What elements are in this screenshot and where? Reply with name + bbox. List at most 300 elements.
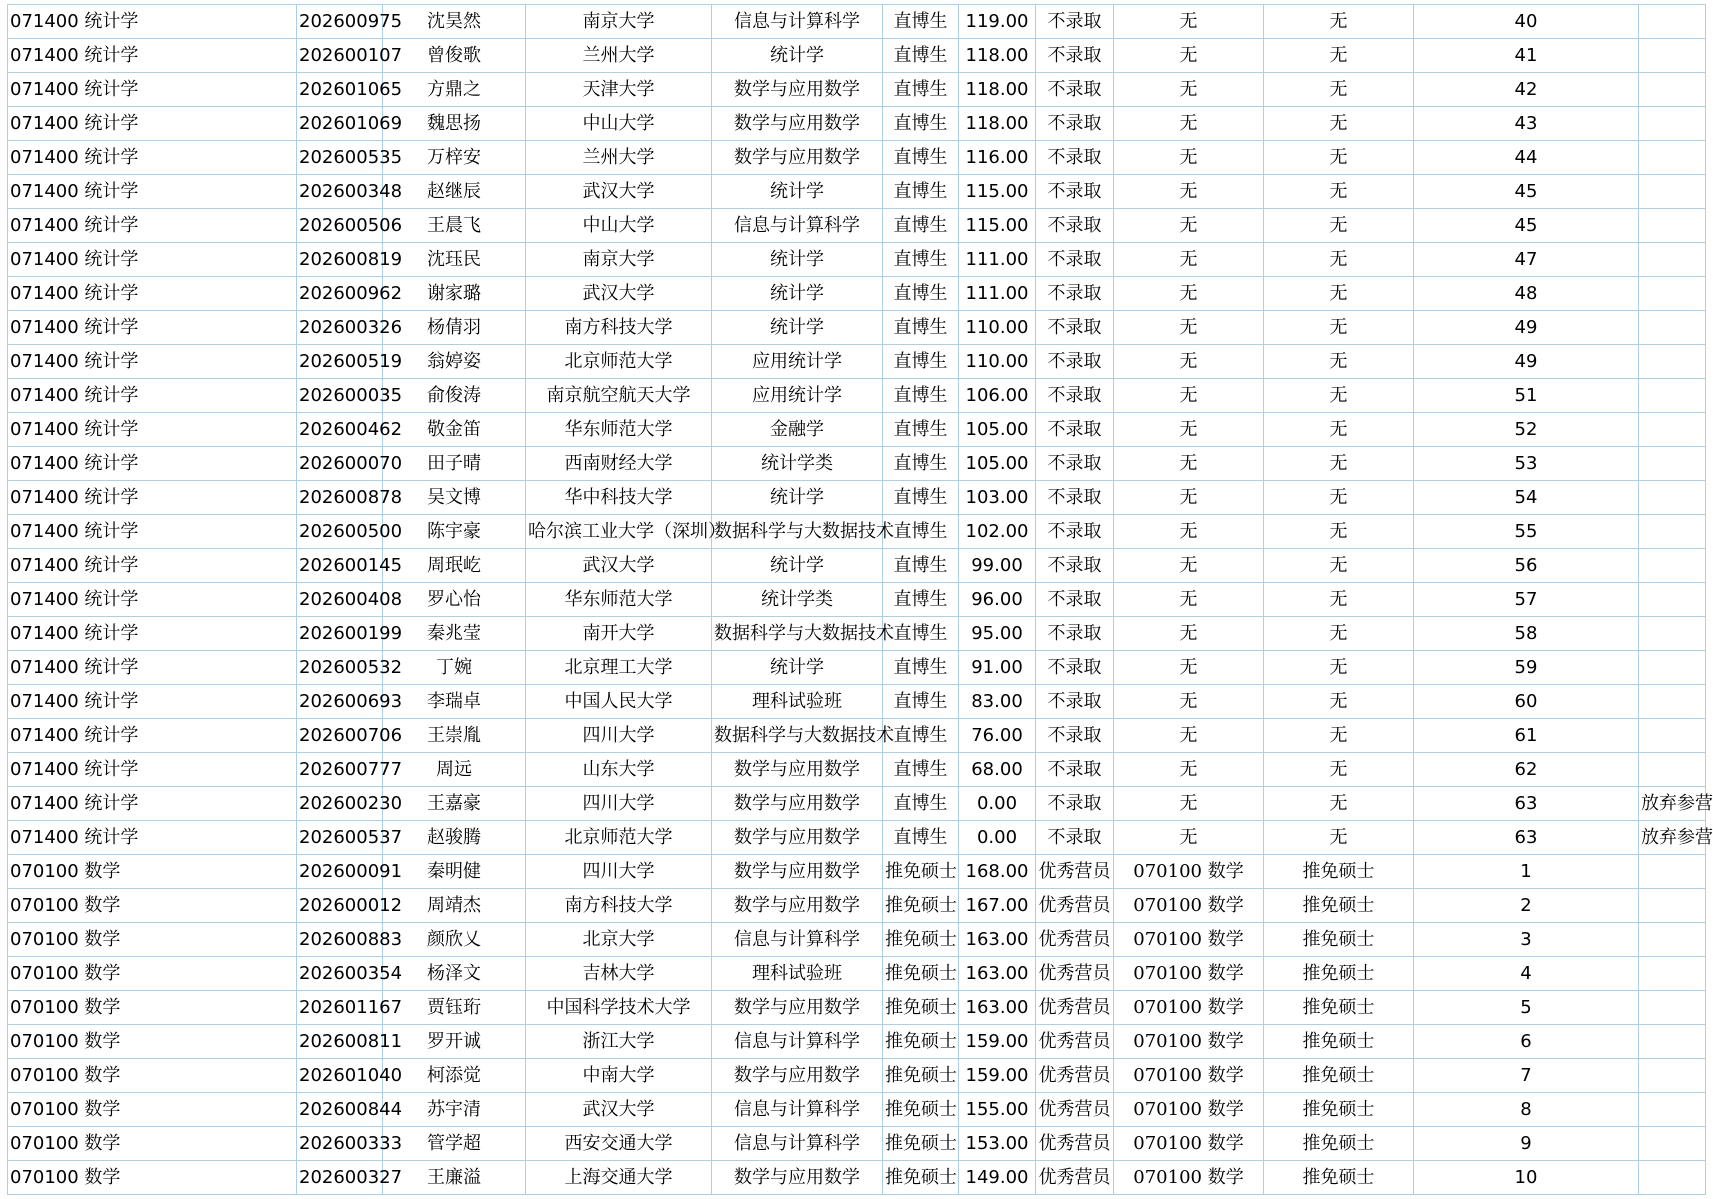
rank-cell[interactable]: 62: [1414, 753, 1639, 787]
admit-program-cell[interactable]: 070100 数学: [1114, 1093, 1264, 1127]
name-cell[interactable]: 李瑞卓: [383, 685, 526, 719]
program-cell[interactable]: 070100 数学: [8, 1127, 297, 1161]
applicant-id-cell[interactable]: 202600811: [297, 1025, 383, 1059]
admit-program-cell[interactable]: 无: [1114, 277, 1264, 311]
admit-type-cell[interactable]: 推免硕士: [1264, 1025, 1414, 1059]
admit-program-cell[interactable]: 070100 数学: [1114, 957, 1264, 991]
score-cell[interactable]: 159.00: [959, 1025, 1036, 1059]
admit-type-cell[interactable]: 无: [1264, 413, 1414, 447]
rank-cell[interactable]: 41: [1414, 39, 1639, 73]
admit-program-cell[interactable]: 无: [1114, 311, 1264, 345]
admit-type-cell[interactable]: 无: [1264, 379, 1414, 413]
admit-program-cell[interactable]: 无: [1114, 345, 1264, 379]
result-cell[interactable]: 不录取: [1036, 311, 1114, 345]
remark-cell[interactable]: [1639, 141, 1706, 175]
applicant-id-cell[interactable]: 202600500: [297, 515, 383, 549]
remark-cell[interactable]: [1639, 243, 1706, 277]
admit-program-cell[interactable]: 070100 数学: [1114, 1161, 1264, 1195]
score-cell[interactable]: 105.00: [959, 413, 1036, 447]
name-cell[interactable]: 秦兆莹: [383, 617, 526, 651]
name-cell[interactable]: 周远: [383, 753, 526, 787]
score-cell[interactable]: 99.00: [959, 549, 1036, 583]
admit-program-cell[interactable]: 070100 数学: [1114, 1059, 1264, 1093]
major-cell[interactable]: 数学与应用数学: [712, 73, 883, 107]
rank-cell[interactable]: 10: [1414, 1161, 1639, 1195]
university-cell[interactable]: 南京大学: [526, 243, 712, 277]
name-cell[interactable]: 俞俊涛: [383, 379, 526, 413]
university-cell[interactable]: 中山大学: [526, 107, 712, 141]
major-cell[interactable]: 统计学: [712, 481, 883, 515]
remark-cell[interactable]: [1639, 345, 1706, 379]
applicant-id-cell[interactable]: 202600532: [297, 651, 383, 685]
result-cell[interactable]: 不录取: [1036, 685, 1114, 719]
admit-program-cell[interactable]: 无: [1114, 5, 1264, 39]
university-cell[interactable]: 西安交通大学: [526, 1127, 712, 1161]
result-cell[interactable]: 不录取: [1036, 821, 1114, 855]
admit-type-cell[interactable]: 推免硕士: [1264, 1161, 1414, 1195]
remark-cell[interactable]: [1639, 719, 1706, 753]
program-cell[interactable]: 071400 统计学: [8, 719, 297, 753]
apply-type-cell[interactable]: 直博生: [883, 209, 959, 243]
admit-program-cell[interactable]: 无: [1114, 175, 1264, 209]
rank-cell[interactable]: 5: [1414, 991, 1639, 1025]
apply-type-cell[interactable]: 推免硕士: [883, 1059, 959, 1093]
result-cell[interactable]: 优秀营员: [1036, 1127, 1114, 1161]
apply-type-cell[interactable]: 推免硕士: [883, 889, 959, 923]
apply-type-cell[interactable]: 推免硕士: [883, 991, 959, 1025]
admit-program-cell[interactable]: 无: [1114, 515, 1264, 549]
score-cell[interactable]: 163.00: [959, 991, 1036, 1025]
name-cell[interactable]: 谢家璐: [383, 277, 526, 311]
name-cell[interactable]: 方鼎之: [383, 73, 526, 107]
score-cell[interactable]: 118.00: [959, 39, 1036, 73]
major-cell[interactable]: 信息与计算科学: [712, 923, 883, 957]
score-cell[interactable]: 105.00: [959, 447, 1036, 481]
remark-cell[interactable]: [1639, 1059, 1706, 1093]
program-cell[interactable]: 071400 统计学: [8, 753, 297, 787]
name-cell[interactable]: 杨泽文: [383, 957, 526, 991]
apply-type-cell[interactable]: 直博生: [883, 447, 959, 481]
admit-program-cell[interactable]: 无: [1114, 413, 1264, 447]
major-cell[interactable]: 数学与应用数学: [712, 991, 883, 1025]
program-cell[interactable]: 071400 统计学: [8, 651, 297, 685]
score-cell[interactable]: 116.00: [959, 141, 1036, 175]
university-cell[interactable]: 中山大学: [526, 209, 712, 243]
admit-program-cell[interactable]: 无: [1114, 617, 1264, 651]
result-cell[interactable]: 不录取: [1036, 549, 1114, 583]
university-cell[interactable]: 中国科学技术大学: [526, 991, 712, 1025]
major-cell[interactable]: 信息与计算科学: [712, 1093, 883, 1127]
score-cell[interactable]: 91.00: [959, 651, 1036, 685]
name-cell[interactable]: 沈珏民: [383, 243, 526, 277]
apply-type-cell[interactable]: 直博生: [883, 719, 959, 753]
program-cell[interactable]: 070100 数学: [8, 1059, 297, 1093]
score-cell[interactable]: 96.00: [959, 583, 1036, 617]
major-cell[interactable]: 数学与应用数学: [712, 107, 883, 141]
result-cell[interactable]: 不录取: [1036, 413, 1114, 447]
result-cell[interactable]: 优秀营员: [1036, 1161, 1114, 1195]
remark-cell[interactable]: [1639, 379, 1706, 413]
admit-type-cell[interactable]: 推免硕士: [1264, 1093, 1414, 1127]
university-cell[interactable]: 兰州大学: [526, 39, 712, 73]
name-cell[interactable]: 颜欣乂: [383, 923, 526, 957]
name-cell[interactable]: 曾俊歌: [383, 39, 526, 73]
apply-type-cell[interactable]: 直博生: [883, 5, 959, 39]
apply-type-cell[interactable]: 直博生: [883, 39, 959, 73]
rank-cell[interactable]: 59: [1414, 651, 1639, 685]
admit-type-cell[interactable]: 无: [1264, 5, 1414, 39]
rank-cell[interactable]: 8: [1414, 1093, 1639, 1127]
apply-type-cell[interactable]: 推免硕士: [883, 957, 959, 991]
score-cell[interactable]: 167.00: [959, 889, 1036, 923]
admit-program-cell[interactable]: 无: [1114, 481, 1264, 515]
major-cell[interactable]: 应用统计学: [712, 379, 883, 413]
result-cell[interactable]: 不录取: [1036, 617, 1114, 651]
apply-type-cell[interactable]: 直博生: [883, 515, 959, 549]
university-cell[interactable]: 哈尔滨工业大学（深圳）: [526, 515, 712, 549]
name-cell[interactable]: 王崇胤: [383, 719, 526, 753]
score-cell[interactable]: 155.00: [959, 1093, 1036, 1127]
admit-program-cell[interactable]: 无: [1114, 73, 1264, 107]
result-cell[interactable]: 不录取: [1036, 5, 1114, 39]
applicant-id-cell[interactable]: 202600975: [297, 5, 383, 39]
applicant-id-cell[interactable]: 202600327: [297, 1161, 383, 1195]
remark-cell[interactable]: [1639, 753, 1706, 787]
name-cell[interactable]: 沈昊然: [383, 5, 526, 39]
applicant-id-cell[interactable]: 202600819: [297, 243, 383, 277]
apply-type-cell[interactable]: 直博生: [883, 141, 959, 175]
remark-cell[interactable]: [1639, 651, 1706, 685]
score-cell[interactable]: 111.00: [959, 277, 1036, 311]
admit-program-cell[interactable]: 070100 数学: [1114, 991, 1264, 1025]
rank-cell[interactable]: 42: [1414, 73, 1639, 107]
rank-cell[interactable]: 49: [1414, 345, 1639, 379]
apply-type-cell[interactable]: 推免硕士: [883, 1025, 959, 1059]
score-cell[interactable]: 68.00: [959, 753, 1036, 787]
apply-type-cell[interactable]: 推免硕士: [883, 1093, 959, 1127]
admit-type-cell[interactable]: 推免硕士: [1264, 889, 1414, 923]
result-cell[interactable]: 不录取: [1036, 447, 1114, 481]
result-cell[interactable]: 不录取: [1036, 753, 1114, 787]
admit-type-cell[interactable]: 无: [1264, 651, 1414, 685]
major-cell[interactable]: 信息与计算科学: [712, 1127, 883, 1161]
admit-program-cell[interactable]: 无: [1114, 379, 1264, 413]
applicant-id-cell[interactable]: 202600535: [297, 141, 383, 175]
applicant-id-cell[interactable]: 202600230: [297, 787, 383, 821]
university-cell[interactable]: 吉林大学: [526, 957, 712, 991]
program-cell[interactable]: 070100 数学: [8, 1161, 297, 1195]
major-cell[interactable]: 统计学: [712, 311, 883, 345]
admit-type-cell[interactable]: 无: [1264, 583, 1414, 617]
remark-cell[interactable]: [1639, 447, 1706, 481]
name-cell[interactable]: 柯添觉: [383, 1059, 526, 1093]
university-cell[interactable]: 山东大学: [526, 753, 712, 787]
remark-cell[interactable]: [1639, 5, 1706, 39]
major-cell[interactable]: 理科试验班: [712, 685, 883, 719]
result-cell[interactable]: 优秀营员: [1036, 1059, 1114, 1093]
score-cell[interactable]: 110.00: [959, 345, 1036, 379]
admit-program-cell[interactable]: 无: [1114, 447, 1264, 481]
apply-type-cell[interactable]: 直博生: [883, 821, 959, 855]
score-cell[interactable]: 115.00: [959, 175, 1036, 209]
score-cell[interactable]: 115.00: [959, 209, 1036, 243]
rank-cell[interactable]: 58: [1414, 617, 1639, 651]
remark-cell[interactable]: [1639, 617, 1706, 651]
admit-type-cell[interactable]: 推免硕士: [1264, 855, 1414, 889]
name-cell[interactable]: 罗心怡: [383, 583, 526, 617]
applicant-id-cell[interactable]: 202601040: [297, 1059, 383, 1093]
result-cell[interactable]: 优秀营员: [1036, 1025, 1114, 1059]
applicant-id-cell[interactable]: 202600091: [297, 855, 383, 889]
admit-program-cell[interactable]: 无: [1114, 753, 1264, 787]
program-cell[interactable]: 070100 数学: [8, 889, 297, 923]
university-cell[interactable]: 西南财经大学: [526, 447, 712, 481]
name-cell[interactable]: 秦明健: [383, 855, 526, 889]
apply-type-cell[interactable]: 直博生: [883, 481, 959, 515]
applicant-id-cell[interactable]: 202601065: [297, 73, 383, 107]
applicant-id-cell[interactable]: 202600883: [297, 923, 383, 957]
rank-cell[interactable]: 48: [1414, 277, 1639, 311]
applicant-id-cell[interactable]: 202600348: [297, 175, 383, 209]
rank-cell[interactable]: 43: [1414, 107, 1639, 141]
score-cell[interactable]: 119.00: [959, 5, 1036, 39]
rank-cell[interactable]: 1: [1414, 855, 1639, 889]
name-cell[interactable]: 管学超: [383, 1127, 526, 1161]
admit-type-cell[interactable]: 无: [1264, 107, 1414, 141]
rank-cell[interactable]: 54: [1414, 481, 1639, 515]
rank-cell[interactable]: 53: [1414, 447, 1639, 481]
name-cell[interactable]: 吴文博: [383, 481, 526, 515]
admit-type-cell[interactable]: 无: [1264, 481, 1414, 515]
result-cell[interactable]: 不录取: [1036, 719, 1114, 753]
university-cell[interactable]: 四川大学: [526, 855, 712, 889]
admit-program-cell[interactable]: 070100 数学: [1114, 855, 1264, 889]
apply-type-cell[interactable]: 直博生: [883, 617, 959, 651]
remark-cell[interactable]: [1639, 1093, 1706, 1127]
program-cell[interactable]: 070100 数学: [8, 1093, 297, 1127]
program-cell[interactable]: 071400 统计学: [8, 141, 297, 175]
major-cell[interactable]: 统计学: [712, 651, 883, 685]
applicant-id-cell[interactable]: 202600326: [297, 311, 383, 345]
major-cell[interactable]: 信息与计算科学: [712, 1025, 883, 1059]
major-cell[interactable]: 信息与计算科学: [712, 5, 883, 39]
university-cell[interactable]: 兰州大学: [526, 141, 712, 175]
apply-type-cell[interactable]: 直博生: [883, 311, 959, 345]
rank-cell[interactable]: 61: [1414, 719, 1639, 753]
apply-type-cell[interactable]: 直博生: [883, 243, 959, 277]
major-cell[interactable]: 数据科学与大数据技术: [712, 617, 883, 651]
admit-type-cell[interactable]: 无: [1264, 141, 1414, 175]
program-cell[interactable]: 071400 统计学: [8, 617, 297, 651]
program-cell[interactable]: 071400 统计学: [8, 549, 297, 583]
apply-type-cell[interactable]: 直博生: [883, 549, 959, 583]
admit-type-cell[interactable]: 无: [1264, 277, 1414, 311]
apply-type-cell[interactable]: 直博生: [883, 753, 959, 787]
university-cell[interactable]: 上海交通大学: [526, 1161, 712, 1195]
program-cell[interactable]: 071400 统计学: [8, 39, 297, 73]
applicant-id-cell[interactable]: 202600519: [297, 345, 383, 379]
admit-type-cell[interactable]: 无: [1264, 175, 1414, 209]
result-cell[interactable]: 不录取: [1036, 175, 1114, 209]
major-cell[interactable]: 理科试验班: [712, 957, 883, 991]
applicant-id-cell[interactable]: 202600070: [297, 447, 383, 481]
major-cell[interactable]: 金融学: [712, 413, 883, 447]
major-cell[interactable]: 数学与应用数学: [712, 141, 883, 175]
score-cell[interactable]: 102.00: [959, 515, 1036, 549]
program-cell[interactable]: 070100 数学: [8, 855, 297, 889]
rank-cell[interactable]: 52: [1414, 413, 1639, 447]
program-cell[interactable]: 071400 统计学: [8, 413, 297, 447]
admit-type-cell[interactable]: 无: [1264, 617, 1414, 651]
result-cell[interactable]: 不录取: [1036, 515, 1114, 549]
admit-program-cell[interactable]: 无: [1114, 243, 1264, 277]
apply-type-cell[interactable]: 推免硕士: [883, 855, 959, 889]
remark-cell[interactable]: [1639, 515, 1706, 549]
major-cell[interactable]: 数学与应用数学: [712, 855, 883, 889]
admit-program-cell[interactable]: 无: [1114, 209, 1264, 243]
score-cell[interactable]: 163.00: [959, 957, 1036, 991]
university-cell[interactable]: 南方科技大学: [526, 311, 712, 345]
major-cell[interactable]: 统计学: [712, 39, 883, 73]
result-cell[interactable]: 不录取: [1036, 141, 1114, 175]
score-cell[interactable]: 0.00: [959, 787, 1036, 821]
remark-cell[interactable]: [1639, 311, 1706, 345]
program-cell[interactable]: 071400 统计学: [8, 73, 297, 107]
apply-type-cell[interactable]: 直博生: [883, 277, 959, 311]
applicant-id-cell[interactable]: 202600777: [297, 753, 383, 787]
admit-type-cell[interactable]: 无: [1264, 447, 1414, 481]
admit-type-cell[interactable]: 无: [1264, 243, 1414, 277]
remark-cell[interactable]: [1639, 413, 1706, 447]
admit-type-cell[interactable]: 无: [1264, 209, 1414, 243]
name-cell[interactable]: 田子晴: [383, 447, 526, 481]
score-cell[interactable]: 168.00: [959, 855, 1036, 889]
university-cell[interactable]: 武汉大学: [526, 1093, 712, 1127]
university-cell[interactable]: 华东师范大学: [526, 583, 712, 617]
program-cell[interactable]: 070100 数学: [8, 1025, 297, 1059]
name-cell[interactable]: 周珉屹: [383, 549, 526, 583]
admit-program-cell[interactable]: 070100 数学: [1114, 1127, 1264, 1161]
rank-cell[interactable]: 49: [1414, 311, 1639, 345]
name-cell[interactable]: 万梓安: [383, 141, 526, 175]
score-cell[interactable]: 118.00: [959, 73, 1036, 107]
score-cell[interactable]: 110.00: [959, 311, 1036, 345]
major-cell[interactable]: 数学与应用数学: [712, 1161, 883, 1195]
score-cell[interactable]: 106.00: [959, 379, 1036, 413]
result-cell[interactable]: 优秀营员: [1036, 991, 1114, 1025]
apply-type-cell[interactable]: 直博生: [883, 379, 959, 413]
applicant-id-cell[interactable]: 202600035: [297, 379, 383, 413]
score-cell[interactable]: 159.00: [959, 1059, 1036, 1093]
name-cell[interactable]: 丁婉: [383, 651, 526, 685]
name-cell[interactable]: 王嘉豪: [383, 787, 526, 821]
name-cell[interactable]: 贾钰珩: [383, 991, 526, 1025]
university-cell[interactable]: 华中科技大学: [526, 481, 712, 515]
result-cell[interactable]: 优秀营员: [1036, 923, 1114, 957]
result-cell[interactable]: 优秀营员: [1036, 1093, 1114, 1127]
university-cell[interactable]: 浙江大学: [526, 1025, 712, 1059]
admit-type-cell[interactable]: 无: [1264, 719, 1414, 753]
program-cell[interactable]: 071400 统计学: [8, 345, 297, 379]
major-cell[interactable]: 数据科学与大数据技术: [712, 515, 883, 549]
result-cell[interactable]: 优秀营员: [1036, 855, 1114, 889]
applicant-id-cell[interactable]: 202600354: [297, 957, 383, 991]
university-cell[interactable]: 天津大学: [526, 73, 712, 107]
applicant-id-cell[interactable]: 202600199: [297, 617, 383, 651]
major-cell[interactable]: 数学与应用数学: [712, 787, 883, 821]
admit-type-cell[interactable]: 推免硕士: [1264, 957, 1414, 991]
admit-type-cell[interactable]: 无: [1264, 549, 1414, 583]
name-cell[interactable]: 敬金笛: [383, 413, 526, 447]
admit-type-cell[interactable]: 无: [1264, 787, 1414, 821]
rank-cell[interactable]: 6: [1414, 1025, 1639, 1059]
major-cell[interactable]: 数学与应用数学: [712, 753, 883, 787]
apply-type-cell[interactable]: 直博生: [883, 583, 959, 617]
result-cell[interactable]: 优秀营员: [1036, 889, 1114, 923]
program-cell[interactable]: 070100 数学: [8, 923, 297, 957]
result-cell[interactable]: 不录取: [1036, 583, 1114, 617]
apply-type-cell[interactable]: 直博生: [883, 787, 959, 821]
applicant-id-cell[interactable]: 202600537: [297, 821, 383, 855]
admit-type-cell[interactable]: 无: [1264, 73, 1414, 107]
apply-type-cell[interactable]: 推免硕士: [883, 923, 959, 957]
admit-program-cell[interactable]: 无: [1114, 107, 1264, 141]
rank-cell[interactable]: 44: [1414, 141, 1639, 175]
name-cell[interactable]: 王晨飞: [383, 209, 526, 243]
university-cell[interactable]: 南方科技大学: [526, 889, 712, 923]
university-cell[interactable]: 南京航空航天大学: [526, 379, 712, 413]
program-cell[interactable]: 071400 统计学: [8, 311, 297, 345]
name-cell[interactable]: 苏宇清: [383, 1093, 526, 1127]
admit-program-cell[interactable]: 无: [1114, 39, 1264, 73]
remark-cell[interactable]: [1639, 855, 1706, 889]
major-cell[interactable]: 数学与应用数学: [712, 1059, 883, 1093]
major-cell[interactable]: 统计学: [712, 175, 883, 209]
apply-type-cell[interactable]: 直博生: [883, 685, 959, 719]
admit-program-cell[interactable]: 无: [1114, 583, 1264, 617]
apply-type-cell[interactable]: 直博生: [883, 73, 959, 107]
applicant-id-cell[interactable]: 202600333: [297, 1127, 383, 1161]
remark-cell[interactable]: [1639, 209, 1706, 243]
result-cell[interactable]: 不录取: [1036, 39, 1114, 73]
rank-cell[interactable]: 2: [1414, 889, 1639, 923]
admit-program-cell[interactable]: 无: [1114, 651, 1264, 685]
admit-program-cell[interactable]: 070100 数学: [1114, 889, 1264, 923]
applicant-id-cell[interactable]: 202600962: [297, 277, 383, 311]
apply-type-cell[interactable]: 直博生: [883, 107, 959, 141]
applicant-id-cell[interactable]: 202600693: [297, 685, 383, 719]
applicant-id-cell[interactable]: 202600408: [297, 583, 383, 617]
remark-cell[interactable]: [1639, 73, 1706, 107]
remark-cell[interactable]: [1639, 107, 1706, 141]
applicant-id-cell[interactable]: 202600506: [297, 209, 383, 243]
remark-cell[interactable]: [1639, 991, 1706, 1025]
program-cell[interactable]: 071400 统计学: [8, 107, 297, 141]
score-cell[interactable]: 95.00: [959, 617, 1036, 651]
major-cell[interactable]: 数学与应用数学: [712, 821, 883, 855]
university-cell[interactable]: 四川大学: [526, 719, 712, 753]
program-cell[interactable]: 071400 统计学: [8, 379, 297, 413]
university-cell[interactable]: 四川大学: [526, 787, 712, 821]
rank-cell[interactable]: 56: [1414, 549, 1639, 583]
score-cell[interactable]: 118.00: [959, 107, 1036, 141]
result-cell[interactable]: 不录取: [1036, 651, 1114, 685]
admit-type-cell[interactable]: 无: [1264, 39, 1414, 73]
result-cell[interactable]: 不录取: [1036, 345, 1114, 379]
admit-program-cell[interactable]: 无: [1114, 719, 1264, 753]
admit-type-cell[interactable]: 推免硕士: [1264, 1059, 1414, 1093]
admit-type-cell[interactable]: 无: [1264, 345, 1414, 379]
